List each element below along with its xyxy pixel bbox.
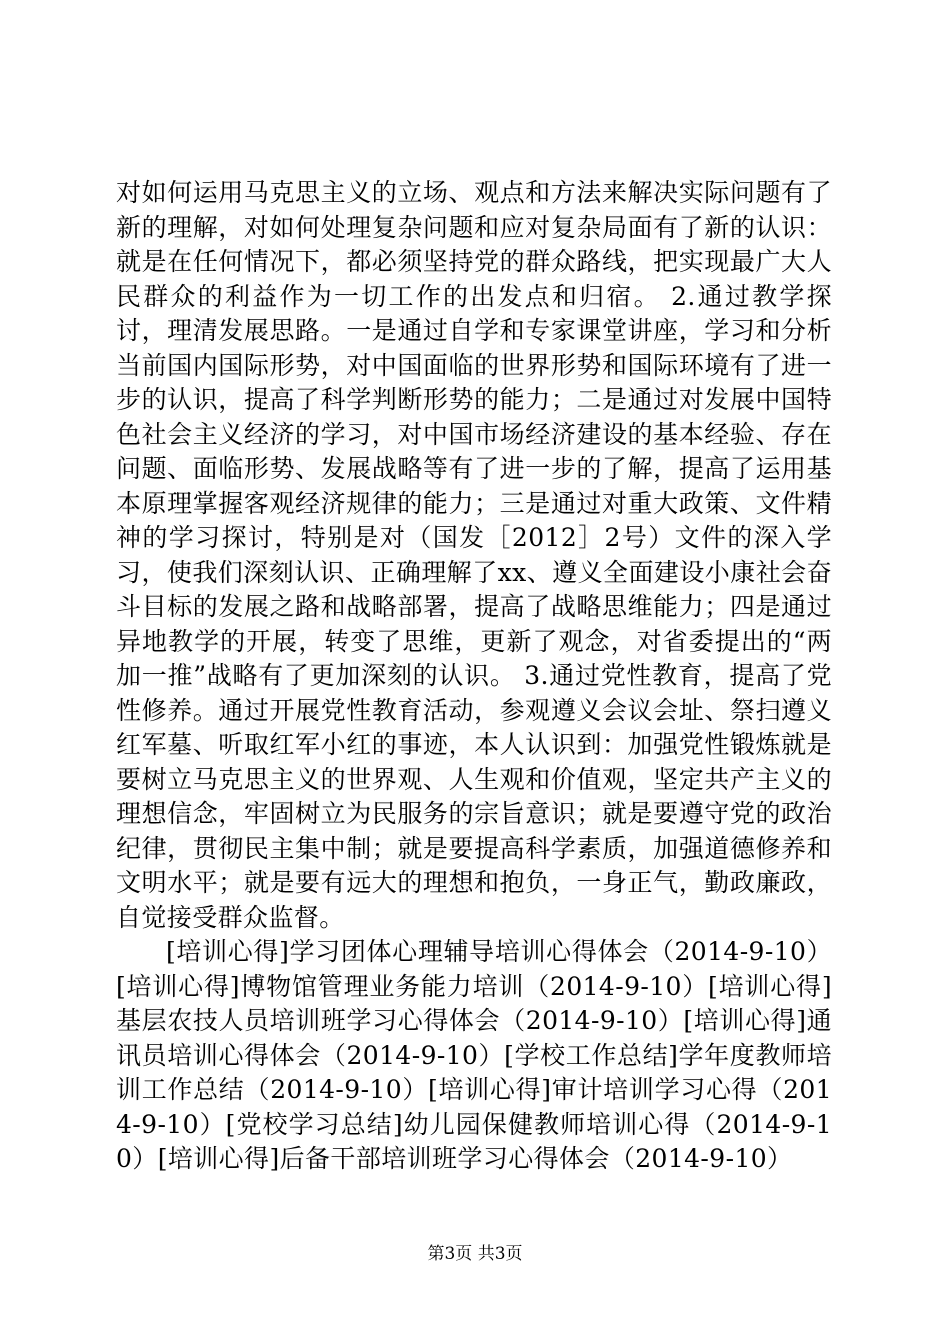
related-articles-paragraph: [培训心得]学习团体心理辅导培训心得体会（2014-9-10）[培训心得]博物馆管理业务能力培训（2014-9-10）[培训心得]基层农技人员培训班学习心得体会（2014-9-10）[培训心得]通讯员培训心得体会（2014-9-10）[学校工作总结]学年度教师培训工作总结（2014-9-10）[培训心得]审计培训学习心得（2014-9-10）[党校学习总结]幼儿园保健教师培训心得（2014-9-10）[培训心得]后备干部培训班学习心得体会（2014-9-10）: [116, 937, 832, 1173]
document-body: [116, 176, 832, 1177]
body-paragraph: 对如何运用马克思主义的立场、观点和方法来解决实际问题有了新的理解，对如何处理复杂问题和应对复杂局面有了新的认识：就是在任何情况下，都必须坚持党的群众路线，把实现最广大人民群众的利益作为一切工作的出发点和归宿。 2.通过教学探讨，理清发展思路。一是通过自学和专家课堂讲座，学习和分析当前国内国际形势，对中国面临的世界形势和国际环境有了进一步的认识，提高了科学判断形势的能力；二是通过对发展中国特色社会主义经济的学习，对中国市场经济建设的基本经验、存在问题、面临形势、发展战略等有了进一步的了解，提高了运用基本原理掌握客观经济规律的能力；三是通过对重大政策、文件精神的学习探讨，特别是对（国发［2012］2号）文件的深入学习，使我们深刻认识、正确理解了xx、遵义全面建设小康社会奋斗目标的发展之路和战略部署，提高了战略思维能力；四是通过异地教学的开展，转变了思维，更新了观念，对省委提出的“两加一推”战略有了更加深刻的认识。 3.通过党性教育，提高了党性修养。通过开展党性教育活动，参观遵义会议会址、祭扫遵义红军墓、听取红军小红的事迹，本人认识到：加强党性锻炼就是要树立马克思主义的世界观、人生观和价值观，坚定共产主义的理想信念，牢固树立为民服务的宗旨意识；就是要遵守党的政治纪律，贯彻民主集中制；就是要提高科学素质，加强道德修养和文明水平；就是要有远大的理想和抱负，一身正气，勤政廉政，自觉接受群众监督。: [116, 178, 832, 932]
page-footer: 第3页 共3页: [427, 1244, 523, 1264]
